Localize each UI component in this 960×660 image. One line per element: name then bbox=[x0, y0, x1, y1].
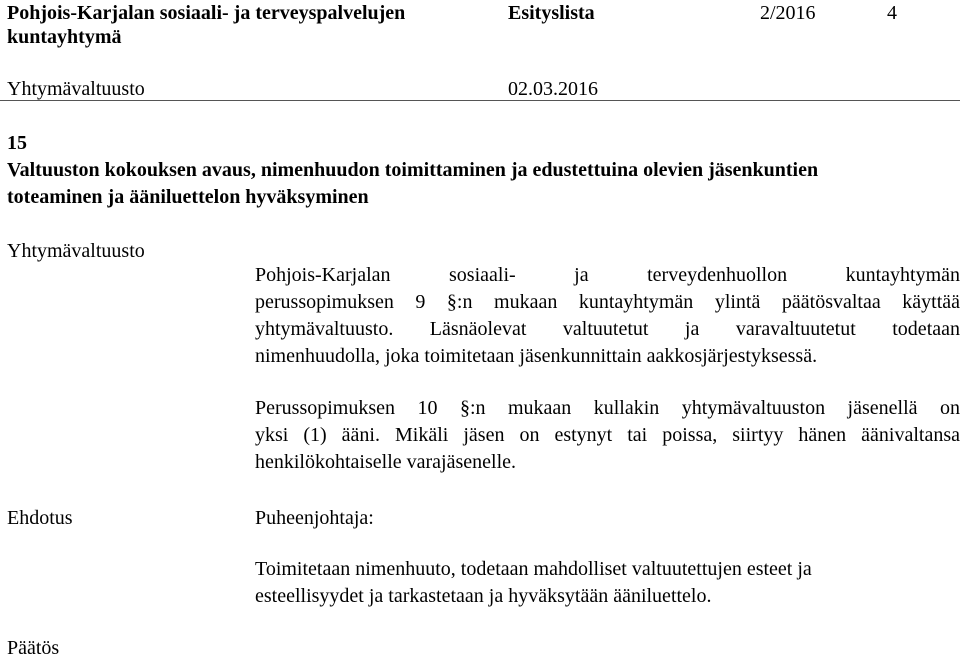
meeting-date: 02.03.2016 bbox=[508, 78, 598, 100]
section-title-line2: toteaminen ja ääniluettelon hyväksyminen bbox=[7, 186, 369, 208]
paragraph-1-line: nimenhuudolla, joka toimitetaan jäsenkunnittain aakkosjärjestyksessä. bbox=[255, 345, 818, 367]
header-divider bbox=[0, 100, 960, 101]
paragraph-1-line: Pohjois-Karjalan sosiaali- ja terveydenhuollon kuntayhtymän bbox=[255, 264, 960, 286]
organization-name-line1: Pohjois-Karjalan sosiaali- ja terveyspalvelujen bbox=[7, 2, 406, 24]
section-number: 15 bbox=[7, 132, 27, 154]
section-body-label: Yhtymävaltuusto bbox=[7, 240, 145, 262]
proposal-label: Ehdotus bbox=[7, 507, 73, 529]
paragraph-3-line: Toimitetaan nimenhuuto, todetaan mahdolliset valtuutettujen esteet ja bbox=[255, 558, 812, 580]
chair-label: Puheenjohtaja: bbox=[255, 507, 374, 529]
document-type: Esityslista bbox=[508, 2, 595, 24]
paragraph-3-line: esteellisyydet ja tarkastetaan ja hyväksytään ääniluettelo. bbox=[255, 585, 712, 607]
section-title-line1: Valtuuston kokouksen avaus, nimenhuudon toimittaminen ja edustettuina olevien jäsenkuntien bbox=[7, 159, 819, 181]
paragraph-1 bbox=[255, 262, 960, 370]
paragraph-2-line: henkilökohtaiselle varajäsenelle. bbox=[255, 451, 517, 473]
paragraph-2-line: yksi (1) ääni. Mikäli jäsen on estynyt tai poissa, siirtyy hänen äänivaltansa bbox=[255, 424, 960, 446]
page-number: 4 bbox=[887, 2, 897, 24]
paragraph-3 bbox=[255, 556, 960, 610]
organization-name-line2: kuntayhtymä bbox=[7, 26, 122, 48]
paragraph-2-line: Perussopimuksen 10 §:n mukaan kullakin yhtymävaltuuston jäsenellä on bbox=[255, 397, 960, 419]
paragraph-2 bbox=[255, 395, 960, 476]
issue-number: 2/2016 bbox=[760, 2, 816, 24]
meeting-body: Yhtymävaltuusto bbox=[7, 78, 145, 100]
paragraph-1-line: perussopimuksen 9 §:n mukaan kuntayhtymän ylintä päätösvaltaa käyttää bbox=[255, 291, 960, 313]
decision-label: Päätös bbox=[7, 637, 60, 659]
paragraph-1-line: yhtymävaltuusto. Läsnäolevat valtuutetut ja varavaltuutetut todetaan bbox=[255, 318, 960, 340]
